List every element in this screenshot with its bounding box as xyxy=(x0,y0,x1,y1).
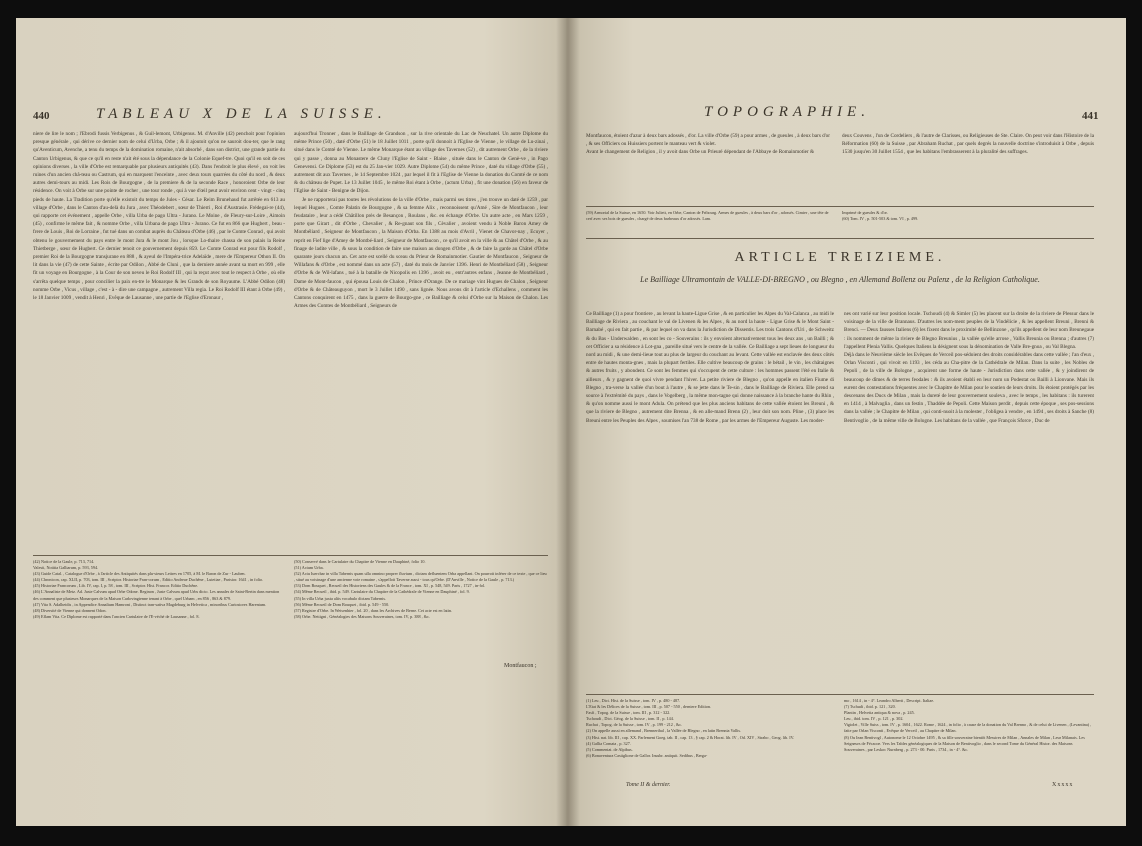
footnote: (56) Même Recueil de Dom Bouquet , ibid. p. 549 - 550. xyxy=(294,601,390,607)
footnote: (1) Leu , Dict. Hist. de la Suisse , tom. IV , p. 480 - 487. xyxy=(586,698,681,703)
footnote: (45) Historiae Francorum , Lib. IV, cap. I, p. 58 , tom. III , Scriptor. Hist. Francor. Editio Duchêne. xyxy=(33,583,199,589)
footnote: (58) Orbe. Nettigni , Généalogies des Maisons Souveraines, tom. IV, p. 388 , &c. xyxy=(294,613,430,619)
right-top-footnote-rule xyxy=(586,206,1094,207)
left-text-column-1 xyxy=(33,130,285,546)
footnote: (42) Notice de la Gaule, p. 713, 714. xyxy=(33,559,95,564)
footnote: (4) Gallia Comata , p. 327. xyxy=(586,740,631,746)
article-subtitle: Le Bailliage Ultramontain de VALLE-DI-BREGNO , ou Blegno , en Allemand Bollenz ou Palenz , de la Religion Catholique. xyxy=(640,275,1040,284)
left-col1-paragraph: niere de lire le nom ; l'Ebrodi fussis Verbigenus , & Guil-lemont, Urbigenus. M. d'Anville (42) penchoit pour l'opinion presque générale , qui dérive ce dernier nom de celui d'Urba, Orbe ; & il ajoutoit qu'on ne sauroit dou-ter, que le rang qu'Aventicum, Avenche, a tenu du temps de la domination romaine, n'ait absorbé , dans son district, une grande partie du Canton Urbigenus, & que ce qu'il en reste n'ait été sous la dépendance de la Colonie Equef-tre. Quoi qu'il en soit de ces opinions diverses , la ville d'Orbe est remarquable par plusieurs antiquités (43). Dans l'endroit le plus élevé , on voit les ruines d'un ancien châ-teau ou Castrum, qui en marquent l'enceinte , avec deux tours quarrées du côté du nord , & deux autres demi-tours au midi. Les Rois de Bourgogne , de la premiere & de la seconde Race , honoroient Orbe de leur résidence. On voit à Orbe sur une pointe de rocher , une tour ronde , qui à vue d'œil peut avoir environ cent - vingt - cinq pieds de haute. La Tradition porte qu'elle existoit du temps de Jules - César. Le Reim Brunehaud fut arrêtée en 613 au village d'Orbe , dans le Canton d'au-delà du Jura , avec Théodebert , sœur de Thierri , Roi d'Austrasie. Frédegai-re (44), qui rapporte cet événement , appelle Orbe , villa Urba de pago Ultra - Jurano. Le Moine , de Fleury-sur-Loire , Aimoin (45) , confirme le même fait , & nomme Orbe , villa Urbana de pago Ultra - Jurano. Ce fut en 866 que Hugbert , beau - frere de Louis , Roi de Lorraine , fut tué dans un combat auprès du Château d'Orbe (46) , par le Comte Conrad , qui avoit obtenu le gouvernement du pays entre le mont Jura & le mont Jou , lorsque Lo-thaire chassa de son palais la Reine Thietberge , sœur de Hugbert. Ce dernier tenoit ce gouvernement depuis 859. Le Comte Conrad eut pour fils Rodolf , premier Roi de la Bourgogne transjurane en 888 , & ayeul de l'Impéra-trice Adelaïde , mere de l'Empereur Othon II. On lit dans la vie (47) de cette Sainte , écrite par Odilon , Abbé de Cluni , que la derniere année avant sa mort en 999 , elle fit un voyage en Bourgogne , à la Cour de son neveu le Roi Rodolf III , qui la reçut avec tout le respect à Orbe , où elle s'arrêta quelque temps , pour concilier la paix en-tre le Monarque & les Grands de son Royaume. L'Abbé Odilon (48) nomme Orbe , Vicus , village , c'est - à - dire une campagne , autrement Villa regia. Le Roi Rodolf III étant à Orbe (49) , le 18 Janvier 1009 , vendit à Henri , Evêque de Lausanne , une partie de l'Eglise d'Eronaur , xyxy=(33,131,285,302)
right-footnote-rule xyxy=(586,694,1094,695)
footnote: Fasfi , Topog. de la Suisse , tom. III , p. 312 - 322. xyxy=(586,710,671,716)
left-page-number: 440 xyxy=(33,110,50,122)
footnote: Tschoudi , Dict. Géog. de la Suisse , tom. II , p. 144. xyxy=(586,716,674,722)
right-top-footnote-2: Imprimé de gueules & d'or. (60) Tom. IV , p. 501-503 & tom. VI , p. 499. xyxy=(842,210,919,222)
right-body-column-2: nes ont varié sur leur position locale. Tschoudi (4) & Simler (5) les placent sur la droite de la riviere de Plessur dans le voisinage de la ville de Brannaus. D'autres les nom-ment peuples de la Vindélicie , & les appellent Breuni , Brenni & Brenci. — Deux fausses Italiens (6) les fixent dans le proximité de Bellinzone , qu'ils appellent de leur nom Breunegaue : ils nomment de même la riviere de Blegno Breunius , la vallée qu'elle arrose , Vallis Breunia ou Brenna ; d'autres (7) l'appellent Plenia Vallis. Quelques Italiens la désignent sous la dénomination de Valle Bre-gnoa , ou Val Blegna. Déjà dans le Neuvième siècle les Evêques de Verceil pos-sédoient des droits considérables dans cette vallée ; l'an d'eux , Orlan Visconti , qui vivoit en 1193 , les céda au Cha-pitre de la Cathédrale de Milan. Dans la suite , les Nobles de Pepoli , de la ville de Bologne , acquirent une forme de haute - Jurisdiction dans cette vallée , & y joindirent de beaucoup de dîmes & de terres feodales : & ils avoient établi en leur nom un Podestat ou Bailli à Lionvane. Mais ils eurent des contestations fréquentes avec le Chapitre de Milan pour le soutien de leurs droits. Ils étoient protégés par les descenans des Ducs de Milan , mais la dureté de leur gouvernement souleva , avec le temps , les habitans : ils turerent en 1414 , à Malvaglia , dans un festin , Thaddée de Pepoli. Cette Maison perdit , depuis cette époque , ses pos-sessions dans la vallée ; le Chapitre de Milan , qui conti-nuoit à la molester , l'obligea à vendre , en 1494 , ses droits à Sanche (8) Bentivoglio , de la même ville de Bologne. Les habitans de la vallée , que François Sforce , Duc de xyxy=(844,311,1094,424)
footnote: (49) Eflam Vita. Ce Diplome est rapporté dans l'ancien Cartulaire de l'E-véché de Lausanne , fol. 8. xyxy=(33,613,200,619)
right-footnotes-column-1 xyxy=(586,698,834,778)
right-body-column-1 xyxy=(586,310,834,690)
right-top-column-1: Montfaucon, étoient d'azur à deux bars adossés , d'or. La ville d'Orbe (59) a pour armes , de gueules , à deux bars d'or , & ses Officiers ou Huissiers portent le manteau vert & violet. Avant le changement de Religion , il y avoit dans Orbe un Prieuré dépendant de l'Abbaye de Romainmotier & xyxy=(586,133,830,156)
left-footnote-rule xyxy=(33,555,548,556)
footnote: Plantin , Helvetia antiqua & nova , p. 245. xyxy=(844,710,915,716)
footnote: (5) Commentat. de Alpibus. xyxy=(586,746,633,752)
left-col2-paragraph-1: aujourd'hui Tronner , dans le Bailliage de Grandson , sur la rive orientale du Lac de Neuchatel. Un autre Diplome du même Prince (50) , daté d'Orbe (51) le 18 Juillet 1011 , porte qu'il donnoit à l'Eglise de Vienne , le village de Lu-zinai , situé dans le Comté de Vienne. Le même Monarque étant au village des Tavernes (52) , dit autrement Orbe , de la riviere qui y passe , donna au Monastere de Cluny l'Eglise de Saint - Blaise , située dans le Canton de Genè-ve , in Pago Genevensi. Ce Diplome (53) est du 25 Jan-vier 1029. Autre Diplome (54) du même Prince , daté du village d'Orbe (55) , autrement dit aux Tavernes , le 14 Septembre 1024 , par lequel il fit à l'Eglise de Vienne la donation du Comté de ce nom & du château de Pupet. Le 13 Juillet 1045 , le même Roi étant à Orbe , (actum Urba) , fit une donation (56) en faveur de l'Eglise de Saint - Benigne de Dijon. xyxy=(294,131,548,195)
footnote: (51) Actum Urba. xyxy=(294,565,324,571)
footnote: (44) Chronicon, cap. XLII, p. 703, tom. III , Scriptor. Historiae Fran-corum , Editio Andreae Duchêne , Lutetiae , Parisior. 1641 , in folio. xyxy=(33,577,264,583)
footnote: (2) On appelle aussi en allemand , Brennerthal , la Vallée de Blegno , en latin Brennia Vallis. xyxy=(586,728,742,734)
footnote: Valesii, Notitia Galliarum, p. 593, 594. xyxy=(33,565,99,571)
footnote: (52) Actu Iuercbar in villa Tabernis quam ulla omnino proprer fluvium , dictam defluentem Orba appellant. On pourroit inférer de ce texte , que ce lieu , situé au voisinage d'une ancienne voie romaine , s'appelloit Taverne aussi - tous qu'Orbe. (D'Anville , Notice de la Gaule , p. 713.) xyxy=(294,571,547,583)
left-text-column-2 xyxy=(294,130,548,550)
footnote: (48) Diversité de Vienne qui donnent Odon. xyxy=(33,607,107,613)
signature-mark: Xxxxx xyxy=(1052,782,1074,788)
footnote: (47) Vita S. Adalheidis , in Appendice Annalium Hamroni , Distinct tran-sativa Magdeburg in Helvetica , minoribus Curiosiores Harentum. xyxy=(33,601,267,607)
footnote: (54) Même Recueil , ibid. p. 549. Cartulaire du Chapitre de la Cathédrale de Vienne en Dauphiné , fol. 9. xyxy=(294,589,470,595)
left-running-head: TABLEAU X DE LA SUISSE. xyxy=(96,106,387,122)
right-footnotes-column-2 xyxy=(844,698,1094,778)
right-top-column-2: deux Couvens , l'un de Cordeliers , & l'autre de Clarisses, ou Religieuses de Ste. Claire. On peut voir dans l'Histoire de la Réformation (60) de la Suisse , par Abraham Ruchat , par quels degrés la nouvelle doctrine s'introduisit à Orbe , depuis 1530 jusqu'en 30 Juillet 1554 , que les habitans l'embrasserent à la pluralité des suffrages. xyxy=(842,133,1094,156)
footnote: (55) In villa Urba juxta aliis vocabulo dictam Tabernis. xyxy=(294,595,387,601)
footnote: (43) Guide Catal. , Catalogue d'Orbe , à l'article des Antiquités dans plu-sieurs Lettres en 1705, à M. le Baron de Zur - Lauben. xyxy=(33,571,246,577)
left-footnotes-column-1 xyxy=(33,559,285,673)
catchword: Montfaucon ; xyxy=(504,663,537,669)
right-running-head: TOPOGRAPHIE. xyxy=(704,104,870,120)
footnote: Vigiolet , Ville Suiss , tom. IV , p. 1604 , 1622. Rome , 1624 , in folio , à cause de la donation du Val Brenno , & de celui de Livenen , (Levantina) , faite par Orlan Visconti , Evêque de Verceil , au Chapitre de Milan. xyxy=(844,722,1092,734)
footnote: (7) Tschudi , ibid. p. 121 , 320. xyxy=(844,704,896,710)
footnote: mo , 1614 , in - 4°. Leandro Alberti , Descript. Italiae. xyxy=(844,698,935,703)
footnote: (57) Registre d'Orbe. In Weisenhier , fol. 20 , dans les Archives de Berne. Cet acte est en latin. xyxy=(294,607,453,613)
article-upper-rule xyxy=(586,238,1094,239)
footnote: L'Etat & les Délices de la Suisse , tom. III , p. 507 - 550 , derniere Edition. xyxy=(586,704,712,710)
right-body-col1-text: Ce Bailliage (1) a pour frontiere , au levant la haute-Ligue Grise , & en particulier les Alpes du Val-Calanca , au midi le Bailliage de Riviera , au couchant le val de Livenen & les Alpes , & au nord la haute - Ligue Grise & le Mont Saint - Barnabé , qui en fait partie , & par lequel on va dans la Jurisdiction de Dissentis. Les trois Cantons d'Uri , de Schweitz & du Bas - Underwalden , en sont les co - Souverains : ils y envoient alternativement tous les deux ans , un Bailli ; & cet Officier a sa résidence à Lot-gna , pareille situé vers le centre de la vallée. Ce Bailliage a sept lieues de longueur du nord au midi , & une demi-lieue tout au plus de largeur du couchant au levant. Cette vallée est enclavée des deux côtés entre de hautes monta-gnes , mais la plupart fertiles. Elle cultive beaucoup de grains : le bétail , le vin , les châtaignes & autres fruits , y abondent. Ce sont les femmes qui s'occupent de cette culture : les hommes passent l'été en Italie & ailleurs , & y gagnent de quoi vivre pendant l'hiver. La petite riviere de Blegno , qu'on appelle en italien Fiume di Blegno , tra-verse la vallée d'un bout à l'autre , & se jette dans le Te-sin , dans le Bailliage de Riviera. Elle prend sa source à l'extrémité du pays , dans le Vogelberg , la même mon-tagne qui donne naissance à la branche hante du Rhin , & qu'on nomme aussi le mont Adula. On prétend que les plus anciens habitans de cette vallée étoient les Breuni , & que la riviere de Blegno , autrement dite Brenna , & en alle-mand Brenn (2) , leur doit son nom. Pline , (3) place les Breuni entre les Peuples des Alpes , soumises l'an 738 de Rome , par les armes de l'Empereur Auguste. Les moder- xyxy=(586,311,834,424)
footnote: Leu , ibid. tom. IV , p. 121 , p. 302. xyxy=(844,716,904,722)
footnote: (3) Hist. nat. lib. III , cap. XX. Parlement Goeg. tab. II , cap. 13 , § cap. 2 & Horat. lib. IV , Od. XIV , Strabo , Geog. lib. IV. xyxy=(586,734,795,740)
footnote: (6) Bonaventura Castiglione de Gallor. Insubr. antiquit. Sedibus , Berga- xyxy=(586,752,708,758)
right-top-footnote-1: (59) Armorial de la Suisse, en 1650. Voir Juliett, en Orbe, Canton de Fribourg. Armes de gueules , à deux bars d'or , adossés. Cimier , une tête de cerf avec ses bois de gueules , chargé de deux barbeaux d'or adossés. Lam. xyxy=(586,210,829,222)
footnote: (8) Ou Iean Bentivogl , Autonome le 12 Octobre 1495 , & sa fille souveraine bientôt Messires de Milan , Annales de Milan , Leur Milanais. Les Seigneurs de Fécacoe. Vers les Tables généalogiques de la Maison de Bentivoglio , dans le second Tome du Général Histor. des Maisons Souveraines , par Leskoc Nurnberg , p. 273 - 00. Paris , 1734 , in - 4°. &c. xyxy=(844,734,1085,752)
left-page xyxy=(16,18,566,826)
footnote: (46) L'Annaliste de Metz. Ad. Juste Calvum apud Orbe Odone. Reginon , Juste Calvum apud Urbs dicto. Les annales de Saint-Bertin dans mention des comment que plusieurs Monarques de la Maison Carlovingienne tenant à Orbe , quel Urbam , en 856 , 863 & 879. xyxy=(33,589,280,601)
right-page-number: 441 xyxy=(1082,110,1099,122)
tome-footer: Tome II & dernier. xyxy=(626,782,671,788)
article-title: ARTICLE TREIZIEME. xyxy=(734,250,946,265)
footnote: (53) Dom Bouquet , Recueil des Historiens des Gaules & de la France , tom. XI , p. 548, 549. Paris , 1727 , in-fol. xyxy=(294,583,486,589)
left-col2-paragraph-2: Je ne rapporterai pas toutes les révolutions de la ville d'Orbe , mais parmi ses titres , j'en trouve un daté de 1259 , par lequel Hugues , Comte Palatin de Bourgogne , & sa femme Alix , reconnoissent qu'Amé , Sire de Montfaucon , leur feudataire , leur a cédé Châtillon près de Besançon , Roulans , &c. en échange d'Orbe. Un autre acte , en Mars 1259 , porte que Girart , dit d'Orbe , Chevalier , & Re-gnaut son fils , Cèvalier , avoient vendu à Noble Baron Amey de Montbéliard , Seigneur de Montfaucon , la Maison d'Orba. En 1388 au mois d'Avril , Vienet de Chavor-nay , Ecuyer , reprit en Fief lige d'Amey de Montbé-liard , Seigneur de Montfaucon , ce qu'il avoit en la ville & au Châtel d'Orbe , & au finage de ladite ville , & sous la condition de faire une maison au dongen d'Orbe , & de faire la garde au Châtel d'Orbe quarante jours chacun an. Cet acte est scellé du sceau du Prieur de Romainmotier. Gautier de Montfaucon , Seigneur de Willafans & d'Orbe , est nommé dans un acte (57) , daté du mois de Janvier 1396. Henri de Montbéliard (58) , Seigneur d'Orbe & de Wil-lafans , tué à la bataille de Nicopolis en 1396 , avoit eu , entr'autres enfans , Jeanne de Montbéliard , Dame de Mont-faucon , qui épousa Louis de Chalon , Prince d'Orange. De ce mariage vint Hugues de Chalon , Seigneur d'Orbe & de Châteauguyon , mort le 3 Juillet 1490 , sans lignée. Nous avons dit à l'article d'Echallens , comment les Cantons conquirent en 1475 , dans la guerre de Bourgo-gne , ce Bailliage & celui d'Orbe sur la Maison de Chalon. Les Armes des Comtes de Montbéliard , Seigneurs de xyxy=(294,196,548,310)
right-page xyxy=(566,18,1126,826)
footnote: Ruchat , Topog. de la Suisse , tom. IV , p. 199 - 212 , &c. xyxy=(586,722,683,728)
footnote: (50) Conservé dans le Cartulaire du Chapitre de Vienne en Dauphiné, folio 10. xyxy=(294,559,426,564)
left-footnotes-column-2 xyxy=(294,559,548,659)
